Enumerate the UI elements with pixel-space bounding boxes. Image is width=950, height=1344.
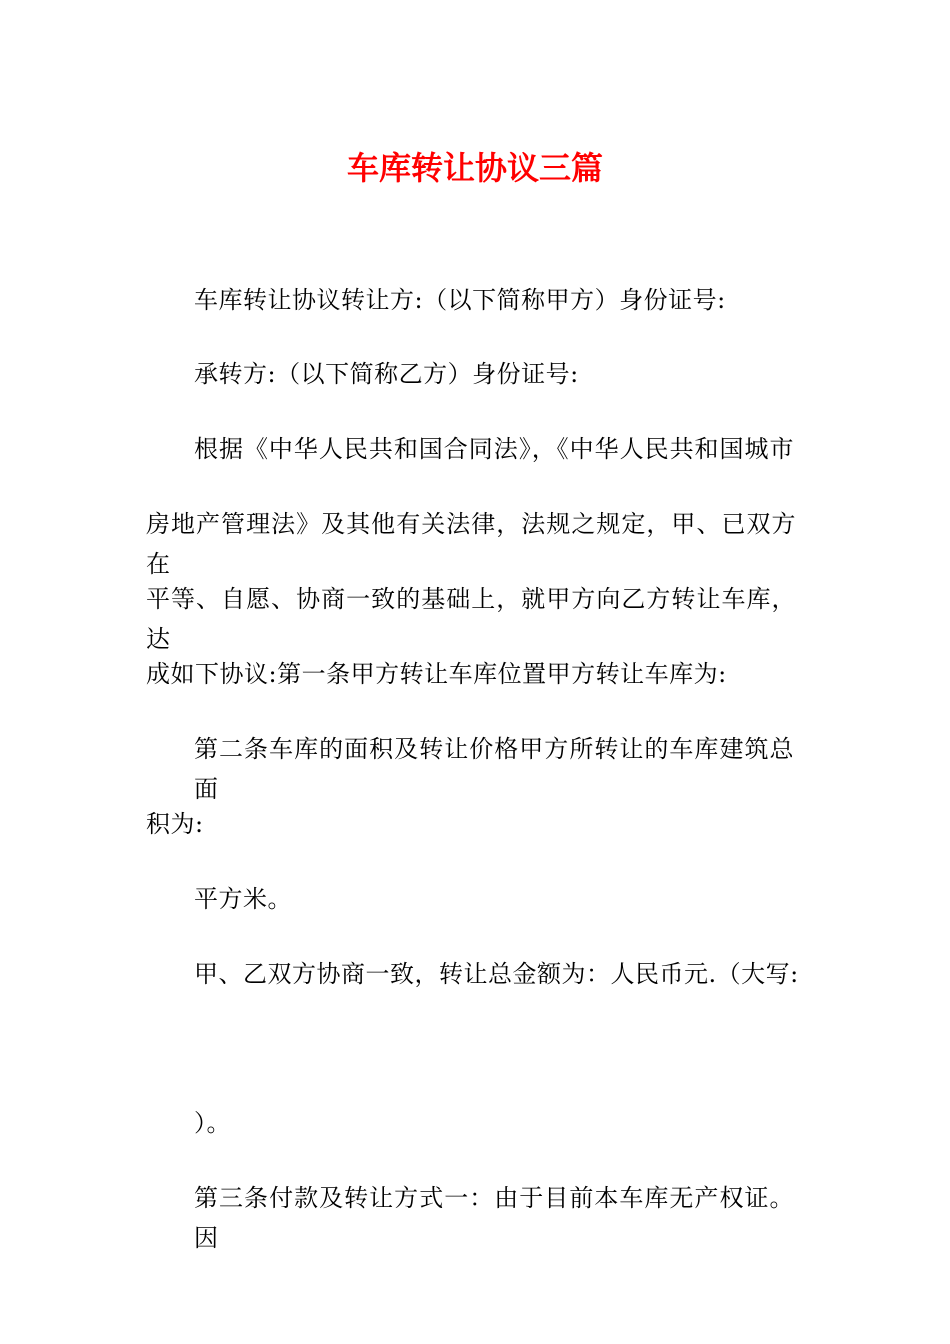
paragraph-line: 平等、自愿、协商一致的基础上，就甲方向乙方转让车库，达 xyxy=(146,585,796,653)
paragraph-line: 第二条车库的面积及转让价格甲方所转让的车库建筑总面 xyxy=(194,735,794,803)
paragraph-line: 根据《中华人民共和国合同法》，《中华人民共和国城市 xyxy=(194,435,794,463)
paragraph-line: 第三条付款及转让方式一：由于目前本车库无产权证。因 xyxy=(194,1184,794,1252)
paragraph-line: 甲、乙双方协商一致，转让总金额为：人民币元.（大写: xyxy=(194,960,799,988)
paragraph-line: ）。 xyxy=(194,1109,231,1137)
paragraph-line: 承转方:（以下简称乙方）身份证号: xyxy=(194,360,579,388)
paragraph-line: 平方米。 xyxy=(194,885,292,913)
paragraph-line: 积为: xyxy=(146,810,204,838)
paragraph-line: 房地产管理法》及其他有关法律，法规之规定，甲、已双方在 xyxy=(146,510,796,578)
paragraph-line: 成如下协议:第一条甲方转让车库位置甲方转让车库为: xyxy=(146,660,727,688)
document-title: 车库转让协议三篇 xyxy=(346,149,603,187)
paragraph-line: 车库转让协议转让方:（以下简称甲方）身份证号: xyxy=(194,286,726,314)
